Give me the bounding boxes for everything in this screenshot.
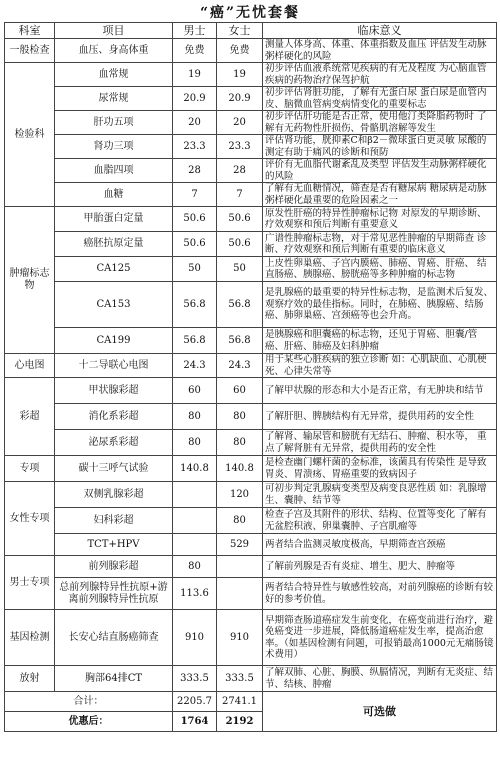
table-row	[5, 610, 497, 666]
page-title: “癌”无忧套餐	[199, 5, 301, 21]
male-price: 20.9	[173, 87, 217, 111]
category-gene: 基因检测	[5, 610, 55, 666]
item-name: 双侧乳腺彩超	[55, 482, 173, 508]
category-ultrasound: 彩超	[5, 378, 55, 456]
clinical-meaning: 检查子宫及其附件的形状、结构、位置等变化 了解有无盆腔积液、卵巢囊肿、子宫肌瘤等	[263, 508, 497, 534]
female-price: 80	[217, 430, 263, 456]
male-price: 50.6	[173, 207, 217, 232]
male-price: 50.6	[173, 232, 217, 257]
discount-female: 2192	[217, 712, 263, 732]
table-row	[5, 328, 497, 354]
item-name: 总前列腺特异性抗原+游离前列腺特异性抗原	[55, 578, 173, 610]
item-name: 血常规	[55, 63, 173, 87]
female-price	[217, 578, 263, 610]
item-name: 妇科彩超	[55, 508, 173, 534]
female-price: 50.6	[217, 232, 263, 257]
item-name: 前列腺彩超	[55, 556, 173, 578]
table-row	[5, 378, 497, 404]
female-price: 50.6	[217, 207, 263, 232]
male-price: 113.6	[173, 578, 217, 610]
table-row	[5, 87, 497, 111]
female-price: 120	[217, 482, 263, 508]
header-male: 男士	[173, 23, 217, 39]
clinical-meaning: 了解前列腺是否有炎症、增生、肥大、肿瘤等	[263, 556, 497, 578]
female-price: 56.8	[217, 282, 263, 328]
optional-note: 可选做	[263, 692, 497, 732]
category-tumor: 肿瘤标志物	[5, 207, 55, 354]
clinical-meaning: 初步评估血液系统常见疾病的有无及程度 为心脑血管疾病的药物治疗保驾护航	[263, 63, 497, 87]
category-ecg: 心电图	[5, 354, 55, 378]
male-price	[173, 482, 217, 508]
item-name: 长安心结直肠癌筛查	[55, 610, 173, 666]
female-price: 20	[217, 111, 263, 135]
discount-label: 优惠后：	[5, 712, 173, 732]
table-row	[5, 404, 497, 430]
male-price: 23.3	[173, 135, 217, 159]
female-price: 23.3	[217, 135, 263, 159]
male-price	[173, 534, 217, 556]
female-price: 50	[217, 257, 263, 282]
clinical-meaning: 了解有无血糖情况，筛查是否有糖尿病 糖尿病是动脉粥样硬化最重要的危险因素之一	[263, 183, 497, 207]
male-price: 20	[173, 111, 217, 135]
item-name: CA125	[55, 257, 173, 282]
table-row	[5, 578, 497, 610]
male-price: 7	[173, 183, 217, 207]
clinical-meaning: 是乳腺癌的最重要的特异性标志物，是监测术后复发、观察疗效的最佳指标。同时，在肺癌、胰腺癌、结肠癌、肺卵巢癌、宫颈癌等也会升高。	[263, 282, 497, 328]
item-name: 胸部64排CT	[55, 666, 173, 692]
category-lab: 检验科	[5, 63, 55, 207]
item-name: TCT+HPV	[55, 534, 173, 556]
clinical-meaning: 两者结合特异性与敏感性较高，对前列腺癌的诊断有较好的参考价值。	[263, 578, 497, 610]
clinical-meaning: 早期筛查肠道癌症发生前变化，在癌变前进行治疗，避免癌变进一步进展，降低肠道癌症发生率，提高治愈率。（如基因检测有问题，可报销最高1000元无痛肠镜术费用）	[263, 610, 497, 666]
clinical-meaning: 了解甲状腺的形态和大小是否正常，有无肿块和结节	[263, 378, 497, 404]
table-row	[5, 482, 497, 508]
clinical-meaning: 广谱性肿瘤标志物，对于常见恶性肿瘤的早期筛查 诊断、疗效观察和预后判断有重要的临床意义	[263, 232, 497, 257]
male-price: 80	[173, 556, 217, 578]
table-row	[5, 183, 497, 207]
female-price: 80	[217, 508, 263, 534]
header-dept: 科室	[5, 23, 55, 39]
item-name: CA153	[55, 282, 173, 328]
female-price: 7	[217, 183, 263, 207]
item-name: 甲胎蛋白定量	[55, 207, 173, 232]
clinical-meaning: 了解双肺、心脏、胸膜、纵膈情况，判断有无炎症、结节、结核、肿瘤	[263, 666, 497, 692]
table-row	[5, 456, 497, 482]
male-price: 28	[173, 159, 217, 183]
female-price: 80	[217, 404, 263, 430]
header-item: 项目	[55, 23, 173, 39]
category-radiology: 放射	[5, 666, 55, 692]
item-name: 血脂四项	[55, 159, 173, 183]
female-price: 140.8	[217, 456, 263, 482]
table-row	[5, 232, 497, 257]
table-row	[5, 63, 497, 87]
totals-label: 合计：	[5, 692, 173, 712]
item-name: 血压、身高体重	[55, 39, 173, 63]
table-row	[5, 534, 497, 556]
table-row	[5, 257, 497, 282]
clinical-meaning: 两者结合监测灵敏度极高，早期筛查宫颈癌	[263, 534, 497, 556]
header-meaning: 临床意义	[263, 23, 497, 39]
female-price: 28	[217, 159, 263, 183]
male-price: 910	[173, 610, 217, 666]
male-price: 80	[173, 404, 217, 430]
clinical-meaning: 初步评估肾脏功能，了解有无蛋白尿 蛋白尿是血管内皮、脑微血管病变病情变化的重要标志	[263, 87, 497, 111]
table-row	[5, 556, 497, 578]
table-row	[5, 430, 497, 456]
item-name: 血糖	[55, 183, 173, 207]
clinical-meaning: 评估肾功能，胱抑素C和β2－微球蛋白更灵敏 尿酸的测定有助于痛风的诊断和预防	[263, 135, 497, 159]
item-name: 碳十三呼气试验	[55, 456, 173, 482]
item-name: CA199	[55, 328, 173, 354]
clinical-meaning: 用于某些心脏疾病的独立诊断 如：心肌缺血、心肌梗死、心律失常等	[263, 354, 497, 378]
table-row	[5, 159, 497, 183]
clinical-meaning: 测量人体身高、体重、体重指数及血压 评估发生动脉粥样硬化的风险	[263, 39, 497, 63]
table-row	[5, 666, 497, 692]
clinical-meaning: 评价有无血脂代谢紊乱及类型 评估发生动脉粥样硬化的风险	[263, 159, 497, 183]
male-price: 19	[173, 63, 217, 87]
male-price: 24.3	[173, 354, 217, 378]
item-name: 肝功五项	[55, 111, 173, 135]
total-female: 2741.1	[217, 692, 263, 712]
clinical-meaning: 上皮性卵巢癌、子宫内膜癌、肺癌、胃癌、肝癌、 结直肠癌、胰腺癌、膀胱癌等多种肿瘤的标志物	[263, 257, 497, 282]
female-price: 56.8	[217, 328, 263, 354]
category-special: 专项	[5, 456, 55, 482]
female-price: 333.5	[217, 666, 263, 692]
table-row	[5, 135, 497, 159]
item-name: 甲状腺彩超	[55, 378, 173, 404]
female-price: 免费	[217, 39, 263, 63]
item-name: 尿常规	[55, 87, 173, 111]
table-row	[5, 207, 497, 232]
female-price: 24.3	[217, 354, 263, 378]
item-name: 泌尿系彩超	[55, 430, 173, 456]
package-table	[4, 22, 497, 732]
female-price: 60	[217, 378, 263, 404]
male-price: 56.8	[173, 282, 217, 328]
table-row	[5, 39, 497, 63]
table-row	[5, 282, 497, 328]
male-price: 免费	[173, 39, 217, 63]
header-row	[5, 23, 497, 39]
clinical-meaning: 了解肝胆、脾胰结构有无异常，提供用药的安全性	[263, 404, 497, 430]
female-price	[217, 556, 263, 578]
clinical-meaning: 可初步判定乳腺病变类型及病变良恶性质 如：乳腺增生、囊肿、结节等	[263, 482, 497, 508]
table-row	[5, 508, 497, 534]
male-price: 50	[173, 257, 217, 282]
male-price	[173, 508, 217, 534]
male-price: 333.5	[173, 666, 217, 692]
total-male: 2205.7	[173, 692, 217, 712]
male-price: 140.8	[173, 456, 217, 482]
clinical-meaning: 是胰腺癌和胆囊癌的标志物，还见于胃癌、胆囊/管癌、肝癌、肺癌及妇科肿瘤	[263, 328, 497, 354]
header-female: 女士	[217, 23, 263, 39]
item-name: 癌胚抗原定量	[55, 232, 173, 257]
clinical-meaning: 是检查幽门螺杆菌的金标准，该菌具有传染性 是导致胃炎、胃溃疡、胃癌重要的致病因子	[263, 456, 497, 482]
female-price: 19	[217, 63, 263, 87]
category-general: 一般检查	[5, 39, 55, 63]
clinical-meaning: 了解肾、输尿管和膀胱有无结石、肿瘤、积水等， 重点了解肾脏有无异常，提供用药的安全性	[263, 430, 497, 456]
female-price: 20.9	[217, 87, 263, 111]
female-price: 910	[217, 610, 263, 666]
table-row	[5, 354, 497, 378]
category-female-special: 女性专项	[5, 482, 55, 556]
item-name: 肾功三项	[55, 135, 173, 159]
totals-row	[5, 692, 497, 712]
discount-male: 1764	[173, 712, 217, 732]
male-price: 60	[173, 378, 217, 404]
male-price: 56.8	[173, 328, 217, 354]
category-male-special: 男士专项	[5, 556, 55, 610]
female-price: 529	[217, 534, 263, 556]
clinical-meaning: 原发性肝癌的特异性肿瘤标记物 对原发的早期诊断、疗效观察和预后判断有重要意义	[263, 207, 497, 232]
male-price: 80	[173, 430, 217, 456]
item-name: 消化系彩超	[55, 404, 173, 430]
item-name: 十二导联心电图	[55, 354, 173, 378]
clinical-meaning: 初步评估肝功能是否正常，使用他汀类降脂药物时 了解有无药物性肝损伤、骨骼肌溶解等发生	[263, 111, 497, 135]
table-row	[5, 111, 497, 135]
